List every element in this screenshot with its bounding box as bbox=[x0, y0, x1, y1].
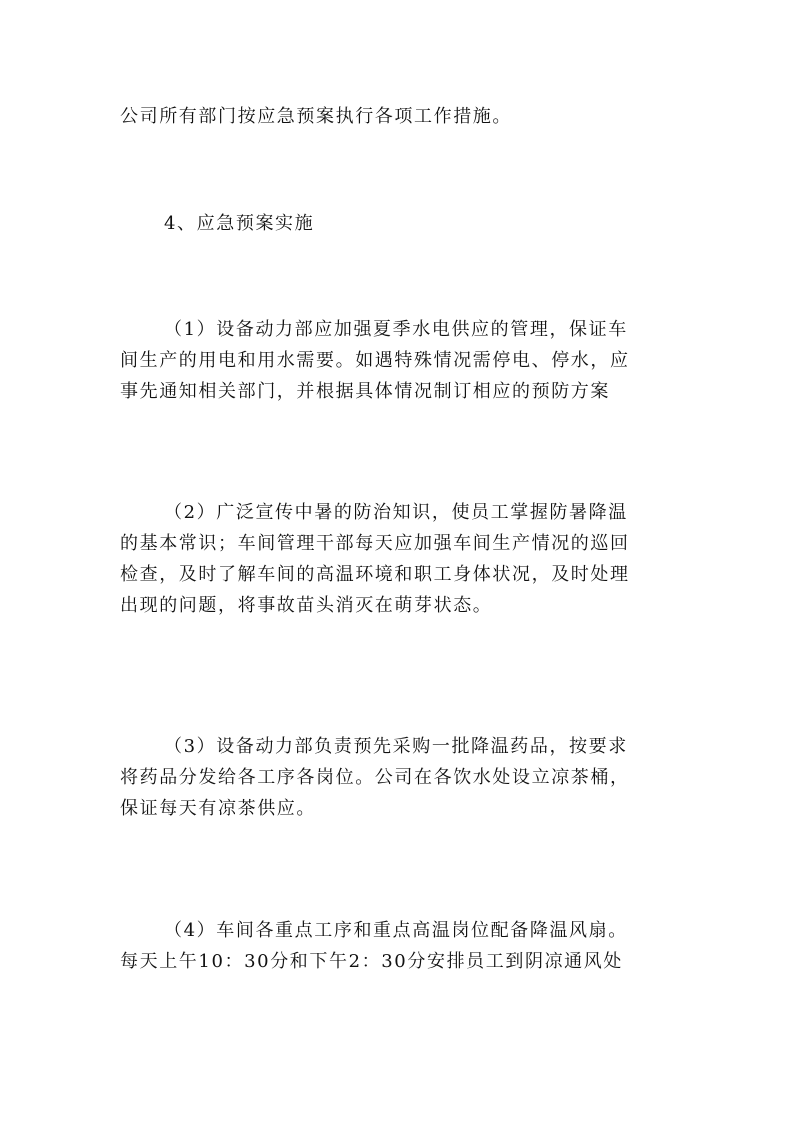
text-line: 公司所有部门按应急预案执行各项工作措施。 bbox=[120, 106, 512, 127]
paragraph-continuation bbox=[120, 101, 680, 132]
text-line: 出现的问题，将事故苗头消灭在萌芽状态。 bbox=[120, 595, 493, 616]
text-line: 将药品分发给各工序各岗位。公司在各饮水处设立凉茶桶， bbox=[120, 767, 630, 788]
text-line: （4）车间各重点工序和重点高温岗位配备降温风扇。 bbox=[164, 920, 628, 941]
text-line: （1）设备动力部应加强夏季水电供应的管理，保证车 bbox=[164, 319, 628, 340]
text-line: 间生产的用电和用水需要。如遇特殊情况需停电、停水，应 bbox=[120, 350, 630, 371]
text-line: 检查，及时了解车间的高温环境和职工身体状况，及时处理 bbox=[120, 564, 630, 585]
paragraph-1 bbox=[120, 314, 680, 407]
paragraph-2 bbox=[120, 497, 680, 621]
paragraph-4 bbox=[120, 915, 680, 977]
section-heading-text: 4、应急预案实施 bbox=[164, 213, 315, 234]
paragraph-3 bbox=[120, 731, 680, 824]
text-line: 每天上午10：30分和下午2：30分安排员工到阴凉通风处 bbox=[120, 951, 623, 972]
text-line: 保证每天有凉茶供应。 bbox=[120, 798, 316, 819]
text-line: 的基本常识；车间管理干部每天应加强车间生产情况的巡回 bbox=[120, 533, 630, 554]
text-line: （2）广泛宣传中暑的防治知识，使员工掌握防暑降温 bbox=[164, 502, 628, 523]
section-heading bbox=[120, 208, 680, 239]
text-line: 事先通知相关部门，并根据具体情况制订相应的预防方案 bbox=[120, 381, 610, 402]
text-line: （3）设备动力部负责预先采购一批降温药品，按要求 bbox=[164, 736, 628, 757]
